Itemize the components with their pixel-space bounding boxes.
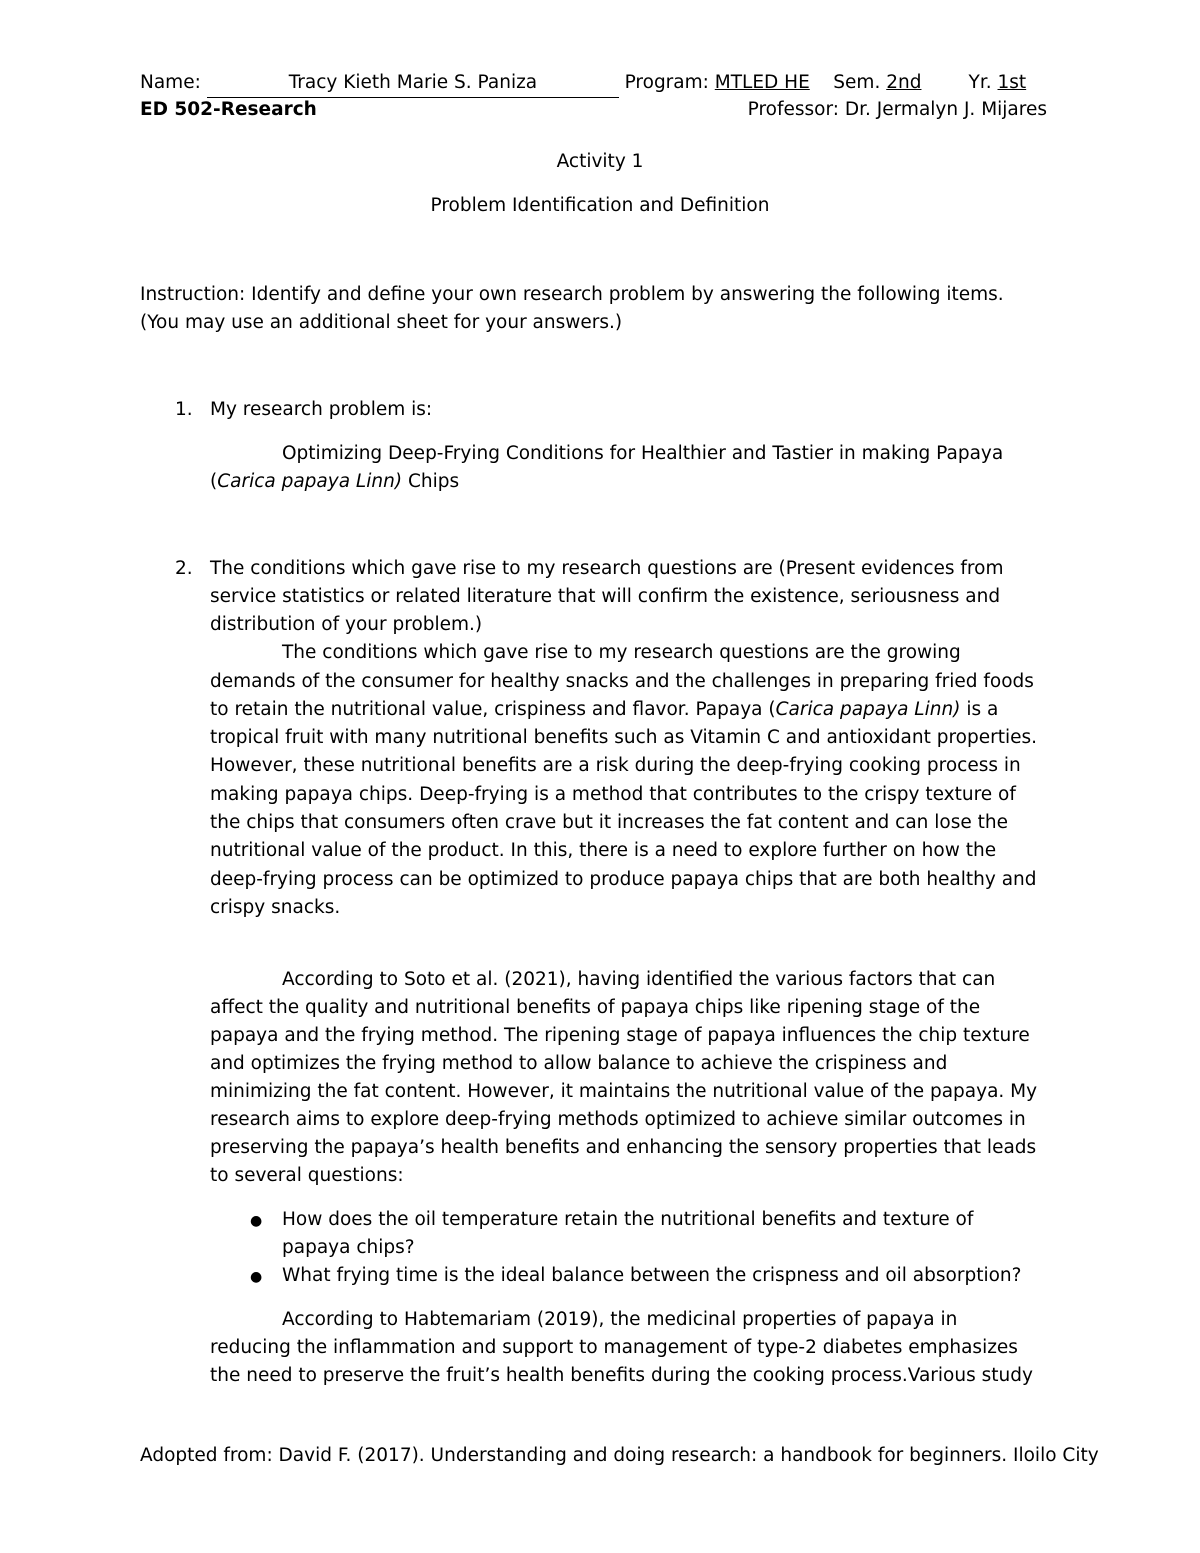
paragraph-2-line-6: research aims to explore deep-frying methods optimized to achieve similar outcomes in	[210, 1109, 1026, 1130]
name-field	[207, 69, 619, 98]
paragraph-2-line-4: and optimizes the frying method to allow balance to achieve the crispiness and	[210, 1053, 948, 1074]
paragraph-3-line-2: reducing the inflammation and support to management of type-2 diabetes emphasizes	[210, 1337, 1018, 1358]
item-1-number: 1.	[175, 399, 193, 420]
item-1-answer-line-1: Optimizing Deep-Frying Conditions for Healthier and Tastier in making Papaya	[282, 443, 1004, 464]
paragraph-1-line-8: nutritional value of the product. In this, there is a need to explore further on how the	[210, 840, 997, 861]
activity-title: Activity 1	[556, 151, 644, 172]
name-value: Tracy Kieth Marie S. Paniza	[288, 72, 538, 93]
paragraph-2-line-2: affect the quality and nutritional benefits of papaya chips like ripening stage of the	[210, 997, 981, 1018]
paragraph-2-line-1: According to Soto et al. (2021), having identified the various factors that can	[282, 969, 996, 990]
answer-tail: Chips	[402, 471, 460, 492]
item-2-question-line-1: The conditions which gave rise to my research questions are (Present evidences from	[210, 558, 1004, 579]
paragraph-3-line-1: According to Habtemariam (2019), the medicinal properties of papaya in	[282, 1309, 958, 1330]
activity-subtitle: Problem Identification and Definition	[430, 195, 770, 216]
program-value: MTLED HE	[714, 72, 810, 93]
paragraph-1-line-3-start: to retain the nutritional value, crispiness and flavor. Papaya (	[210, 699, 776, 720]
item-2-question-line-3: distribution of your problem.)	[210, 614, 483, 635]
scientific-name: Carica papaya Linn)	[217, 471, 403, 492]
sem-value: 2nd	[886, 72, 922, 93]
item-1-label: My research problem is:	[210, 399, 433, 420]
yr-value: 1st	[997, 72, 1027, 93]
paragraph-1-line-10: crispy snacks.	[210, 897, 341, 918]
header-row-1	[140, 69, 1026, 98]
bullet-2-line-1: What frying time is the ideal balance between the crispness and oil absorption?	[282, 1265, 1022, 1286]
bullet-icon: ●	[250, 1213, 263, 1229]
paragraph-1-line-9: deep-frying process can be optimized to produce papaya chips that are both healthy and	[210, 869, 1037, 890]
paragraph-3-line-3: the need to preserve the fruit’s health benefits during the cooking process.Various study	[210, 1365, 1033, 1386]
bullet-icon: ●	[250, 1269, 263, 1285]
paragraph-1-line-3	[210, 696, 998, 724]
program-label: Program:	[624, 72, 709, 93]
paragraph-1-line-5: However, these nutritional benefits are a risk during the deep-frying cooking process in	[210, 755, 1021, 776]
paragraph-1-line-6: making papaya chips. Deep-frying is a method that contributes to the crispy texture of	[210, 784, 1016, 805]
course-code: ED 502-Research	[140, 99, 317, 120]
instruction-line-1: Instruction: Identify and define your own research problem by answering the following items.	[140, 284, 1004, 305]
answer-paren: (	[210, 471, 218, 492]
footer-citation: Adopted from: David F. (2017). Understanding and doing research: a handbook for beginners. Iloilo City	[140, 1445, 1099, 1466]
scientific-name: Carica papaya Linn)	[775, 699, 961, 720]
bullet-1-line-1: How does the oil temperature retain the nutritional benefits and texture of	[282, 1209, 974, 1230]
sem-label: Sem.	[833, 72, 881, 93]
paragraph-1-line-7: the chips that consumers often crave but it increases the fat content and can lose the	[210, 812, 1008, 833]
bullet-1-line-2: papaya chips?	[282, 1237, 415, 1258]
item-1-answer-line-2	[210, 468, 459, 496]
paragraph-2-line-3: papaya and the frying method. The ripening stage of papaya influences the chip texture	[210, 1025, 1030, 1046]
instruction-line-2: (You may use an additional sheet for your answers.)	[140, 312, 623, 333]
paragraph-1-line-1: The conditions which gave rise to my research questions are the growing	[282, 642, 961, 663]
paragraph-2-line-5: minimizing the fat content. However, it maintains the nutritional value of the papaya. My	[210, 1081, 1038, 1102]
paragraph-1-line-2: demands of the consumer for healthy snacks and the challenges in preparing fried foods	[210, 671, 1034, 692]
name-label: Name:	[140, 72, 201, 93]
item-2-number: 2.	[175, 558, 193, 579]
item-2-question-line-2: service statistics or related literature that will confirm the existence, seriousness and	[210, 586, 1001, 607]
paragraph-1-line-4: tropical fruit with many nutritional benefits such as Vitamin C and antioxidant properties.	[210, 727, 1037, 748]
paragraph-2-line-8: to several questions:	[210, 1165, 404, 1186]
paragraph-2-line-7: preserving the papaya’s health benefits and enhancing the sensory properties that leads	[210, 1137, 1037, 1158]
yr-label: Yr.	[968, 72, 992, 93]
paragraph-1-line-3-end: is a	[960, 699, 999, 720]
professor: Professor: Dr. Jermalyn J. Mijares	[747, 99, 1047, 120]
